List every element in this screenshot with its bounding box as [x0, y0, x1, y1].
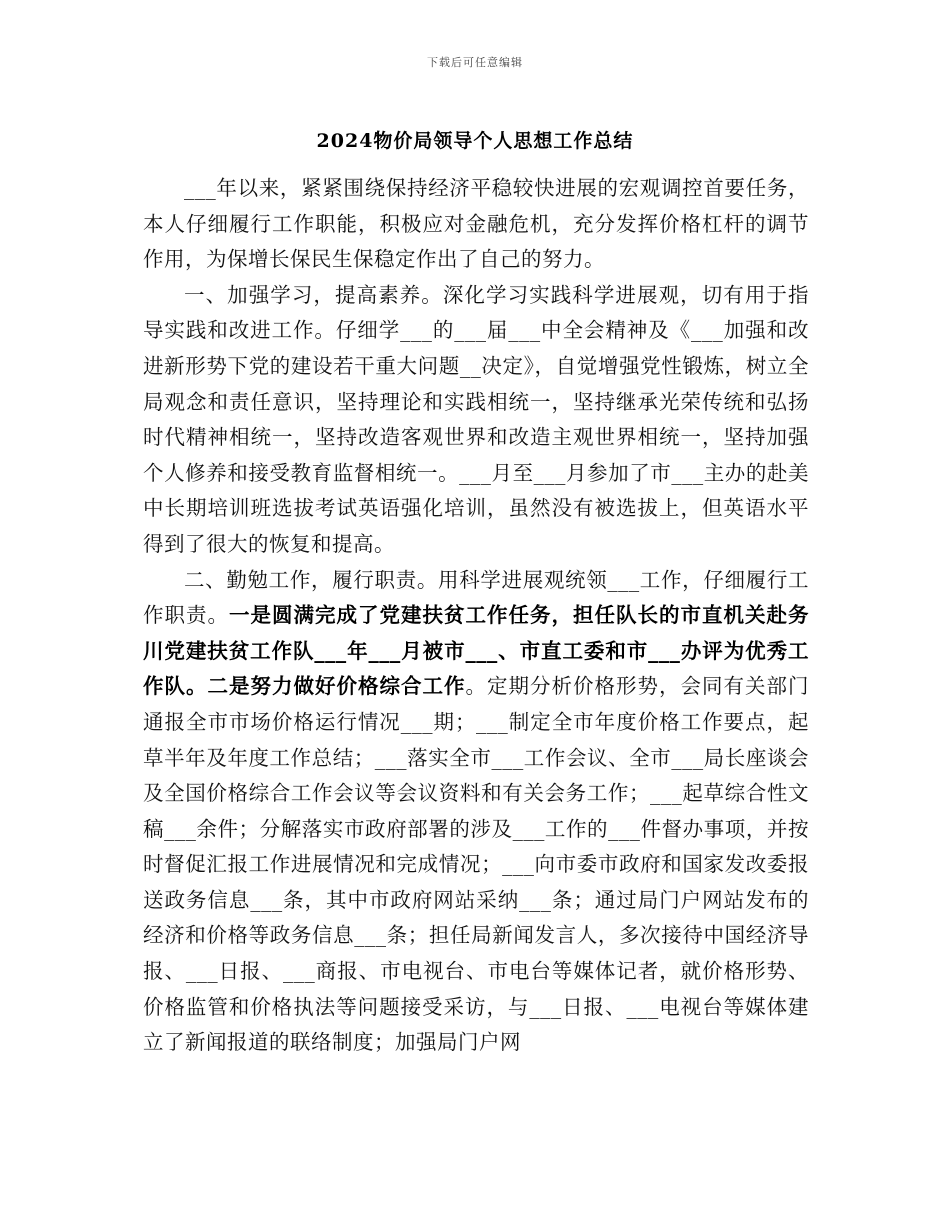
paragraph-work — [143, 563, 809, 1061]
page-header-note: 下载后可任意编辑 — [427, 56, 523, 69]
paragraph-work-details: 。定期分析价格形势，会同有关部门通报全市市场价格运行情况___期；___制定全市年度价格工作要点，起草半年及年度工作总结；___落实全市___工作会议、全市___局长座谈会及全国价格综合工作会议等会议资料和有关会务工作；___起草综合性文稿___余件；分解落实市政府部署的涉及___工作的___件督办事项，并按时督促汇报工作进展情况和完成情况；___向市委市政府和国家发改委报送政务信息___条，其中市政府网站采纳___条；通过局门户网站发布的经济和价格等政务信息___条；担任局新闻发言人，多次接待中国经济导报、___日报、___商报、市电视台、市电台等媒体记者，就价格形势、价格监管和价格执法等问题接受采访，与___日报、___电视台等媒体建立了新闻报道的联络制度；加强局门户网 — [143, 674, 809, 1055]
document-title: 2024物价局领导个人思想工作总结 — [316, 130, 634, 152]
paragraph-work-intro: 二、勤勉工作，履行职责。用科学进展观统领___工作，仔细履行工作职责。 — [143, 567, 809, 628]
paragraph-work-highlight: 一是圆满完成了党建扶贫工作任务，担任队长的市直机关赴务川党建扶贫工作队___年___月被市___、市直工委和市___办评为优秀工作队。二是努力做好价格综合工作 — [143, 603, 809, 699]
paragraph-intro: ___年以来，紧紧围绕保持经济平稳较快进展的宏观调控首要任务，本人仔细履行工作职能，积极应对金融危机，充分发挥价格杠杆的调节作用，为保增长保民生保稳定作出了自己的努力。 — [143, 176, 809, 272]
document-body — [143, 171, 809, 1061]
paragraph-study: 一、加强学习，提高素养。深化学习实践科学进展观，切有用于指导实践和改进工作。仔细学___的___届___中全会精神及《___加强和改进新形势下党的建设若干重大问题__决定》，自觉增强党性锻炼，树立全局观念和责任意识，坚持理论和实践相统一，坚持继承光荣传统和弘扬时代精神相统一，坚持改造客观世界和改造主观世界相统一，坚持加强个人修养和接受教育监督相统一。___月至___月参加了市___主办的赴美中长期培训班选拔考试英语强化培训，虽然没有被选拔上，但英语水平得到了很大的恢复和提高。 — [143, 282, 809, 556]
